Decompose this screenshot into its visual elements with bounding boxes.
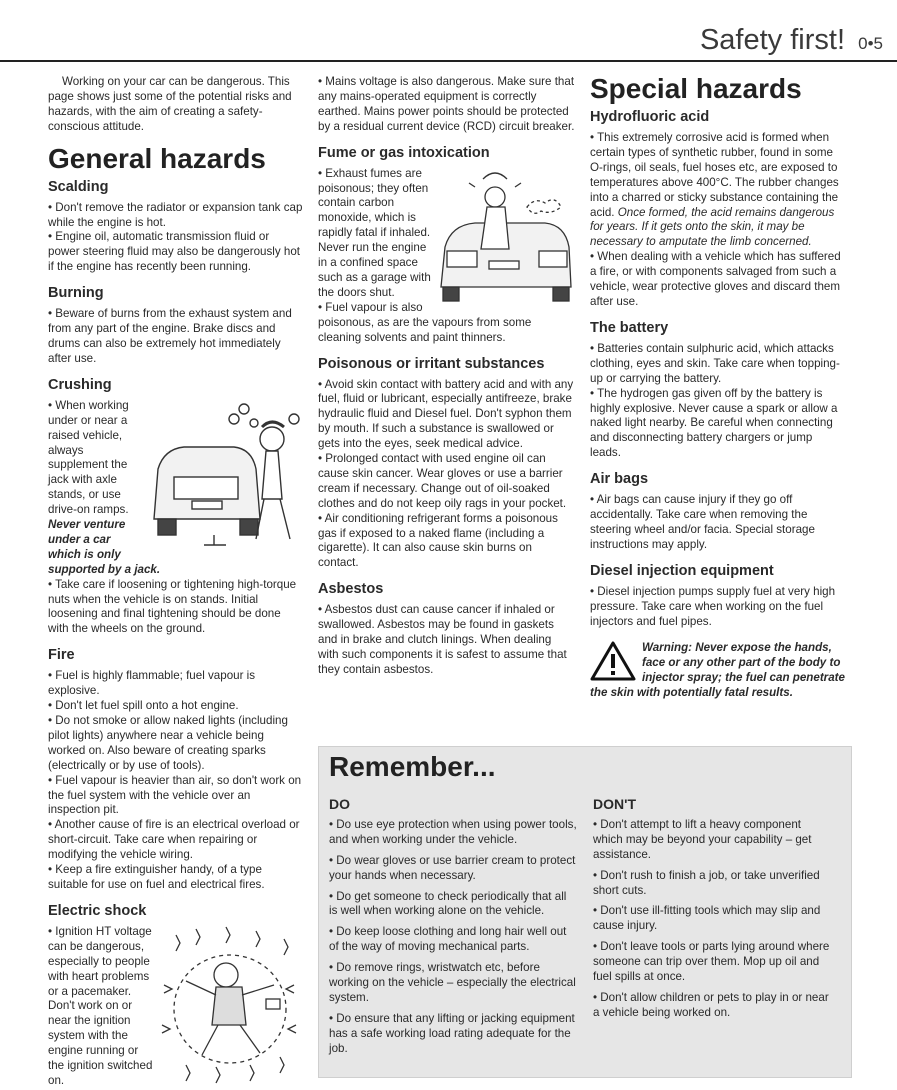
dont-item: • Don't rush to finish a job, or take unverified short cuts. (593, 868, 820, 897)
dont-item: • Don't leave tools or parts lying around where someone can trip over them. Mop up oil and fuel spills at once. (593, 940, 830, 984)
remember-box (318, 746, 852, 1078)
header-rule (0, 60, 897, 62)
scalding-text-2: • Engine oil, automatic transmission fluid or power steering fluid may also be dangerously hot if the engine has recently been running. (48, 230, 300, 274)
scalding-heading: Scalding (48, 178, 109, 195)
fume-illustration (435, 167, 575, 307)
burning-text: • Beware of burns from the exhaust system and from any part of the engine. Brake discs and drums can also be extremely hot immediately after use. (48, 307, 292, 365)
scalding-text-1: • Don't remove the radiator or expansion tank cap while the engine is hot. (48, 200, 303, 229)
fire-heading: Fire (48, 647, 75, 664)
do-item: • Do keep loose clothing and long hair well out of the way of moving mechanical parts. (329, 925, 567, 954)
hydrofluoric-text-1 (590, 131, 846, 250)
fire-text-4: • Fuel vapour is heavier than air, so don't work on the fuel system with the vehicle over an inspection pit. (48, 773, 302, 817)
column-special-hazards (590, 75, 846, 701)
dont-column (593, 797, 833, 1027)
crushing-illustration (144, 399, 304, 549)
column-middle (318, 75, 575, 678)
do-item: • Do get someone to check periodically that all is well when working alone on the vehicle. (329, 889, 567, 918)
page-header (0, 18, 897, 62)
battery-text-2: • The hydrogen gas given off by the battery is highly explosive. Never cause a spark or allow a naked light nearby. Be careful when connecting and disconnecting battery chargers or jump leads. (590, 386, 838, 460)
diesel-text: • Diesel injection pumps supply fuel at very high pressure. Take care when working on the fuel injectors and fuel pipes. (590, 584, 836, 628)
poisonous-text-2: • Prolonged contact with used engine oil can cause skin cancer. Wear gloves or use a barrier cream if necessary. Change out of oil-soaked clothes and do not keep oily rags in your pocket. (318, 452, 567, 510)
intro-text: Working on your car can be dangerous. This page shows just some of the potential risks and hazards, with the aim of creating a safety-conscious attitude. (48, 75, 292, 133)
poisonous-text-1: • Avoid skin contact with battery acid and with any fuel, fluid or lubricant, especially antifreeze, brake hydraulic fluid and Diesel fuel. Don't syphon them by mouth. If such a substance is swallowed or gets into the eyes, seek medical advice. (318, 377, 574, 451)
do-item: • Do ensure that any lifting or jacking equipment has a safe working load rating adequate for the job. (329, 1011, 575, 1055)
remember-heading: Remember... (329, 751, 496, 782)
electric-shock-illustration (156, 925, 304, 1085)
special-hazards-heading: Special hazards (590, 73, 802, 104)
do-heading: DO (329, 796, 350, 812)
crushing-text-2: • Take care if loosening or tightening high-torque nuts when the vehicle is on stands. Initial loosening and final tightening should be done with the wheels on the ground. (48, 577, 297, 636)
air-bags-heading: Air bags (590, 471, 649, 488)
poisonous-text-3: • Air conditioning refrigerant forms a poisonous gas if exposed to a naked flame (including a cigarette). It can also cause skin burns on contact. (318, 511, 558, 570)
dont-item: • Don't allow children or pets to play in or near a vehicle being worked on. (593, 990, 829, 1019)
fire-text-3: • Do not smoke or allow naked lights (including pilot lights) anywhere near a vehicle being worked on. Also beware of creating sparks (electrically or by use of tools). (48, 714, 288, 772)
mains-voltage-text: • Mains voltage is also dangerous. Make sure that any mains-operated equipment is correctly earthed. Mains power points should be protected by a residual current device (RCD) circuit breaker. (318, 75, 575, 133)
do-item: • Do wear gloves or use barrier cream to protect your hands when necessary. (329, 853, 576, 882)
fire-text-2: • Don't let fuel spill onto a hot engine. (48, 699, 239, 713)
crushing-warning-text: Never venture under a car which is only supported by a jack. (48, 518, 161, 576)
electric-shock-text: • Ignition HT voltage can be dangerous, especially to people with heart problems or a pacemaker. Don't work on or near the ignition system with the engine running or the ignition switched on. (48, 924, 153, 1087)
page-title: Safety first! (699, 24, 845, 56)
fume-text-2: • Fuel vapour is also poisonous, as are the vapours from some cleaning solvents and paint thinners. (318, 300, 532, 344)
dont-item: • Don't attempt to lift a heavy component which may be beyond your capability – get assistance. (593, 817, 812, 861)
crushing-text-1-body: • When working under or near a raised vehicle, always supplement the jack with axle stands, or use drive-on ramps. (48, 398, 129, 517)
poisonous-heading: Poisonous or irritant substances (318, 355, 545, 372)
dont-heading: DON'T (593, 796, 636, 812)
fire-text-5: • Another cause of fire is an electrical overload or short-circuit. Take care when repairing or modifying the vehicle wiring. (48, 818, 300, 862)
hydrofluoric-heading: Hydrofluoric acid (590, 109, 710, 125)
warning-block (590, 641, 846, 701)
do-item: • Do remove rings, wristwatch etc, before working on the vehicle – especially the electrical system. (329, 961, 576, 1004)
page-number: 0•5 (858, 34, 883, 53)
fire-text-6: • Keep a fire extinguisher handy, of a type suitable for use on fuel and electrical fires. (48, 863, 265, 891)
dont-item: • Don't use ill-fitting tools which may slip and cause injury. (593, 904, 821, 933)
fire-text-1: • Fuel is highly flammable; fuel vapour is explosive. (48, 669, 256, 698)
asbestos-text: • Asbestos dust can cause cancer if inhaled or swallowed. Asbestos may be found in gaskets and in brake and clutch linings. When dealing with such components it is safest to assume that they contain asbestos. (318, 603, 567, 676)
column-general-hazards (48, 75, 304, 1089)
diesel-heading: Diesel injection equipment (590, 562, 774, 579)
fume-text-1: • Exhaust fumes are poisonous; they often contain carbon monoxide, which is rapidly fatal if inhaled. Never run the engine in a confined space such as a garage with the doors shut. (318, 166, 431, 299)
warning-triangle-icon (590, 641, 636, 681)
hydrofluoric-text-1-body: • This extremely corrosive acid is formed when certain types of synthetic rubber, found in some O-rings, oil seals, fuel hoses etc, are exposed to temperatures above 400°C. The rubber changes into a charred or sticky substance containing the acid. (590, 131, 839, 219)
battery-text-1: • Batteries contain sulphuric acid, which attacks clothing, eyes and skin. Take care when topping-up or carrying the battery. (590, 341, 840, 385)
asbestos-heading: Asbestos (318, 581, 384, 598)
do-item: • Do use eye protection when using power tools, and when working under the vehicle. (329, 817, 577, 846)
do-column (329, 797, 577, 1063)
air-bags-text: • Air bags can cause injury if they go off accidentally. Take care when removing the steering wheel and/or facia. Special storage instructions may apply. (590, 493, 815, 551)
general-hazards-heading: General hazards (48, 142, 266, 174)
crushing-heading: Crushing (48, 376, 112, 393)
hydrofluoric-warning-text: Once formed, the acid remains dangerous for years. If it gets onto the skin, it may be necessary to amputate the limb concerned. (590, 205, 835, 249)
electric-shock-heading: Electric shock (48, 902, 147, 919)
battery-heading: The battery (590, 319, 669, 336)
hydrofluoric-text-2: • When dealing with a vehicle which has suffered a fire, or with components salvaged from such a vehicle, wear protective gloves and discard them after use. (590, 250, 841, 308)
warning-text: Warning: Never expose the hands, face or any other part of the body to injector spray; the fuel can penetrate the skin with potentially fatal results. (590, 641, 845, 700)
fume-heading: Fume or gas intoxication (318, 144, 490, 161)
burning-heading: Burning (48, 285, 104, 302)
